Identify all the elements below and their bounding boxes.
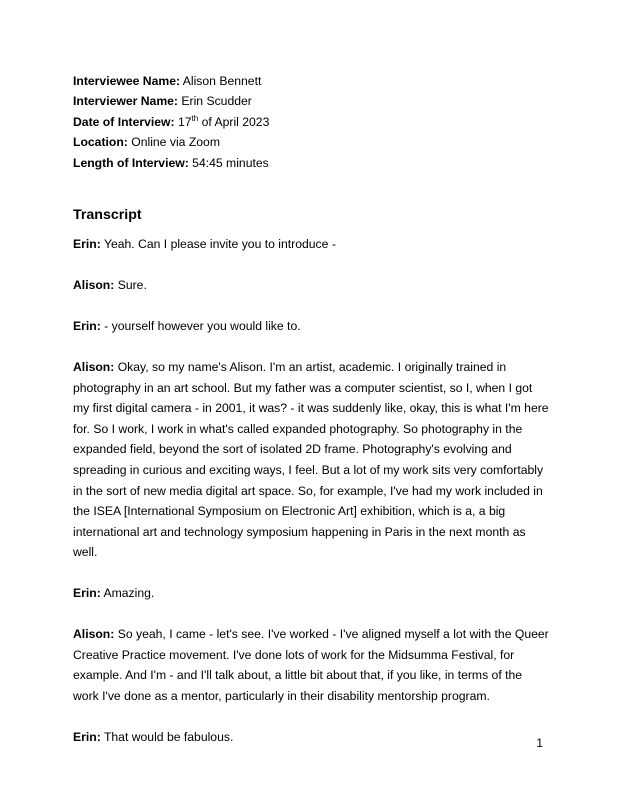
transcript-paragraph bbox=[73, 275, 551, 296]
transcript-paragraph bbox=[73, 727, 551, 748]
length-value: 54:45 minutes bbox=[192, 155, 269, 170]
transcript-heading: Transcript bbox=[73, 207, 142, 223]
length-row bbox=[73, 153, 553, 173]
interviewee-label: Interviewee Name: bbox=[73, 74, 181, 88]
speaker-name: Alison: bbox=[73, 627, 115, 642]
paragraph-text: Sure. bbox=[117, 277, 147, 292]
interviewer-row bbox=[73, 91, 553, 111]
date-rest: of April 2023 bbox=[201, 114, 270, 129]
date-row bbox=[73, 112, 553, 132]
paragraph-text: Yeah. Can I please invite you to introduce - bbox=[103, 237, 336, 251]
speaker-name: Erin: bbox=[73, 237, 101, 251]
length-label: Length of Interview: bbox=[73, 155, 189, 170]
location-label: Location: bbox=[73, 135, 128, 150]
interviewee-value: Alison Bennett bbox=[182, 74, 262, 88]
paragraph-text: So yeah, I came - let's see. I've worked - I've aligned myself a lot with the Queer Creative Practice movement. I've done lots of work for the Midsumma Festival, for example. And I'm - and I'll talk about, a little bit about that, if you like, in terms of the work I've done as a mentor, particularly in their disability mentorship program. bbox=[73, 627, 549, 704]
interviewer-value: Erin Scudder bbox=[181, 94, 252, 109]
interviewer-label: Interviewer Name: bbox=[73, 94, 178, 109]
speaker-name: Alison: bbox=[73, 359, 115, 374]
interviewee-row bbox=[73, 71, 553, 91]
transcript-paragraph bbox=[73, 624, 551, 706]
date-suffix: th bbox=[191, 113, 199, 123]
paragraph-text: - yourself however you would like to. bbox=[104, 318, 301, 333]
paragraph-text: Amazing. bbox=[103, 586, 155, 601]
location-row bbox=[73, 132, 553, 152]
speaker-name: Erin: bbox=[73, 318, 101, 333]
location-value: Online via Zoom bbox=[131, 135, 220, 150]
paragraph-text: That would be fabulous. bbox=[103, 730, 234, 745]
transcript-body bbox=[73, 234, 551, 768]
speaker-name: Erin: bbox=[73, 730, 101, 745]
transcript-paragraph bbox=[73, 234, 551, 255]
date-label: Date of Interview: bbox=[73, 114, 175, 129]
date-day: 17 bbox=[177, 114, 192, 129]
speaker-name: Erin: bbox=[73, 586, 101, 601]
transcript-paragraph bbox=[73, 583, 551, 604]
page-number: 1 bbox=[536, 736, 543, 750]
interview-metadata bbox=[73, 71, 553, 173]
transcript-paragraph bbox=[73, 357, 551, 563]
transcript-paragraph bbox=[73, 316, 551, 337]
paragraph-text: Okay, so my name's Alison. I'm an artist, academic. I originally trained in photography in an art school. But my father was a computer scientist, so I, when I got my first digital camera - in 2001, it was? - it was suddenly like, okay, this is what I'm here for. So I work, I work in what's called expanded photography. So photography in the expanded field, beyond the sort of isolated 2D frame. Photography's evolving and spreading in curious and exciting ways, I feel. But a lot of my work sits very comfortably in the sort of new media digital art space. So, for example, I've had my work included in the ISEA [International Symposium on Electronic Art] exhibition, which is a, a big international art and technology symposium happening in Paris in the next month as well. bbox=[73, 359, 549, 560]
speaker-name: Alison: bbox=[73, 277, 115, 292]
